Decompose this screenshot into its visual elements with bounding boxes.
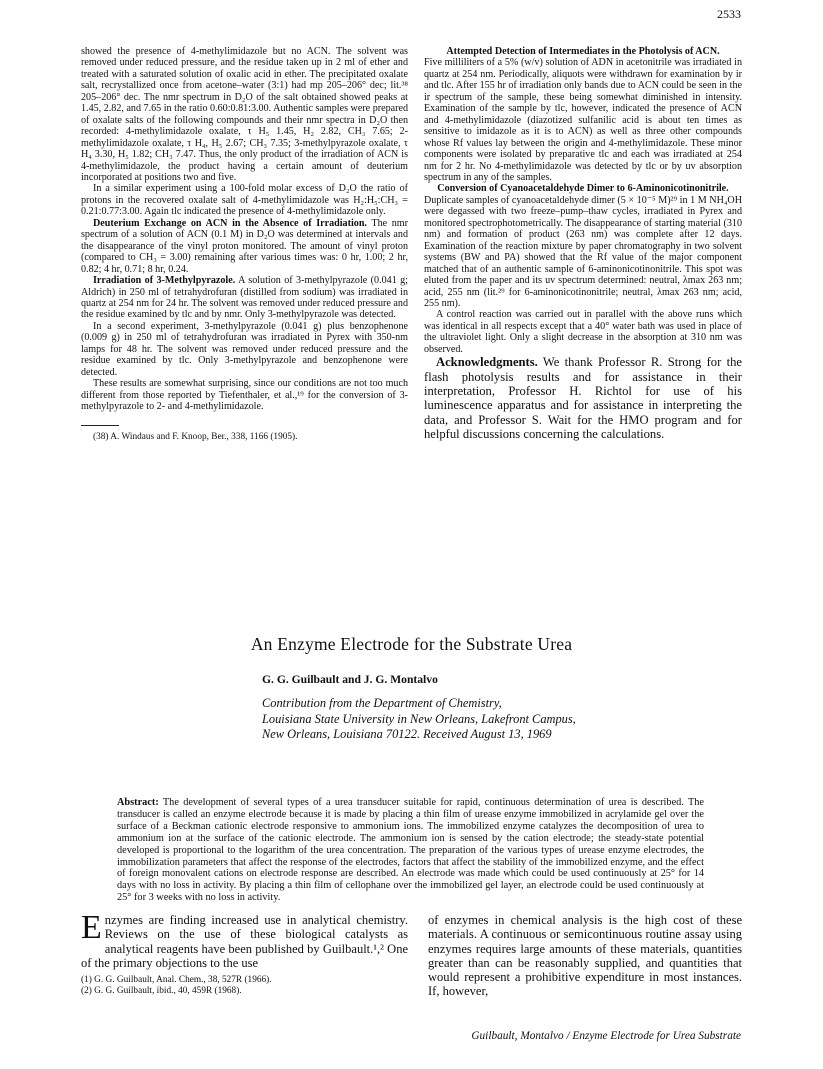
body-left-column — [81, 909, 408, 997]
paragraph: Duplicate samples of cyanoacetaldehyde dimer (5 × 10⁻⁵ M)²⁹ in 1 M NH₄OH were degassed with two freeze–pump–thaw cycles, irradiated in Pyrex and monitored spectrophotometrically. The disappearance of starting material (310 nm) and formation of product (263 nm) was complete after 12 days. Examination of the reaction mixture by paper chromatography in two solvent systems (BW and PA) showed that the Rf value of the major component matched that of an authentic sample of 6-aminonicotinonitrile. This spot was eluted from the paper and its uv spectrum determined: neutral, λmax 263 nm; acid, 255 nm (lit.²⁹ for 6-aminonicotinonitrile; neutral, λmax 263 nm; acid, 255 nm). — [424, 194, 742, 309]
right-column — [424, 46, 742, 442]
paragraph — [81, 218, 408, 275]
paragraph: Five milliliters of a 5% (w/v) solution of ADN in acetonitrile was irradiated in quartz at 254 nm. Periodically, aliquots were withdrawn for examination by ir and tlc. After 155 hr of irradiation only bands due to ACN could be seen in the ir spectrum of the sample, these being somewhat diminished in intensity. Examination of the sample by tlc, however, indicated the presence of ACN and 4-methylimidazole (diazotized sulfanilic acid is about ten times as sensitive to imidazole as it is to ACN) as well as three other compounds whose Rf values lay between the origin and 4-methylimidazole. These minor components were isolated by preparative tlc and each was irradiated at 254 nm for 2 hr. No 4-methylimidazole was detected by tlc or by uv absorption spectrum in any of the samples. — [424, 57, 742, 183]
section-heading-text: Attempted Detection of Intermediates in the Photolysis of ACN. — [446, 46, 720, 57]
paragraph — [81, 275, 408, 321]
paragraph: showed the presence of 4-methylimidazole but no ACN. The solvent was removed under reduced pressure, and the residue taken up in 2 ml of ether and treated with a saturated solution of oxalic acid in ether. The precipitated oxalate salt, recrystallized once from acetone–water (3:1) had mp 205–206° dec; lit.³⁸ 205–206° dec. The nmr spectrum in D₂O of the salt obtained showed peaks at 1.45, 2.82, and 7.65 in the ratio 0.60:0.81:3.00. Authentic samples were prepared of oxalate salts of the following compounds and their nmr spectra in D₂O then recorded: 4-methylimidazole oxalate, τ H₅ 1.45, H₂ 2.82, CH₃ 7.65; 2-methylimidazole oxalate, τ H₄, H₅ 2.67; CH₃ 7.35; 3-methylpyrazole oxalate, τ H₄ 3.30, H₅ 1.82; CH₃ 7.47. Thus, the only product of the irradiation of ACN is 4-methylimidazole, the product having a certain amount of deuterium incorporated at positions two and five. — [81, 46, 408, 183]
drop-cap: E — [81, 909, 102, 946]
body-right-column: of enzymes in chemical analysis is the high cost of these materials. A continuous or semicontinuous routine assay using enzymes requires large amounts of these materials, quantities greater than can be reasonably supplied, and quantities that would represent a prohibitive expenditure in most instances. If, however, — [428, 913, 742, 999]
article-title: An Enzyme Electrode for the Substrate Urea — [250, 634, 573, 654]
section-heading — [424, 46, 742, 57]
abstract — [117, 797, 704, 904]
page-number: 2533 — [717, 7, 741, 21]
footnote: (2) G. G. Guilbault, ibid., 40, 459R (1968). — [81, 986, 242, 997]
acknowledgments-heading: Acknowledgments. — [436, 355, 538, 370]
section-heading: Irradiation of 3-Methylpyrazole. — [93, 275, 236, 287]
paragraph-text: A solution of 3-methylpyrazole (0.041 g; Aldrich) in 250 ml of tetrahydrofuran (distilled from sodium) was irradiated in quartz at 254 nm for 24 hr. The solvent was removed under reduced pressure and the residue examined by tlc and by nmr. Only 3-methylpyrazole was detected. — [81, 275, 409, 321]
paragraph-text: The nmr spectrum of a solution of ACN (0.1 M) in D₂O was determined at intervals and the disappearance of the vinyl proton monitored. The amount of vinyl proton (compared to CH₃ = 3.00) remaining after various times was: 0 hr, 1.00; 2 hr, 0.82; 4 hr, 0.71; 8 hr, 0.24. — [81, 217, 409, 275]
paragraph: In a similar experiment using a 100-fold molar excess of D₂O the ratio of protons in the recovered oxalate salt of 4-methylimidazole was H₂:H₅:CH₃ = 0.21:0.77:3.00. Again tlc indicated the presence of 4-methylimidazole only. — [81, 183, 408, 218]
section-heading — [424, 183, 742, 194]
article-authors: G. G. Guilbault and J. G. Montalvo — [262, 673, 438, 686]
affiliation-line: Contribution from the Department of Chemistry, — [262, 696, 502, 710]
footnote: (1) G. G. Guilbault, Anal. Chem., 38, 527R (1966). — [81, 975, 272, 986]
article-affiliation — [262, 696, 576, 743]
section-heading: Deuterium Exchange on ACN in the Absence of Irradiation. — [93, 217, 367, 229]
acknowledgments — [424, 355, 742, 441]
affiliation-line: New Orleans, Louisiana 70122. Received August 13, 1969 — [262, 727, 552, 741]
footnote: (38) A. Windaus and F. Knoop, Ber., 338, 1166 (1905). — [93, 431, 298, 442]
running-footer: Guilbault, Montalvo / Enzyme Electrode for Urea Substrate — [471, 1030, 741, 1042]
footnote-rule — [81, 425, 119, 426]
section-heading-text: Conversion of Cyanoacetaldehyde Dimer to 6-Aminonicotinonitrile. — [437, 183, 729, 195]
paragraph: In a second experiment, 3-methylpyrazole (0.041 g) plus benzophenone (0.009 g) in 250 ml of tetrahydrofuran was irradiated in Pyrex with 350-nm lamps for 48 hr. The solvent was removed under reduced pressure and the residue examined by tlc. Only 3-methylpyrazole and benzophenone were detected. — [81, 320, 408, 378]
abstract-text: The development of several types of a urea transducer suitable for rapid, continuous determination of urea is described. The transducer is called an enzyme electrode because it is made by placing a thin film of urease enzyme immobilized in acrylamide gel over the surface of a Beckman cationic electrode responsive to ammonium ions. The immobilized enzyme catalyzes the decomposition of urea to ammonium ion at the surface of the cationic electrode. The ammonium ion is sensed by the cation electrode; the steady-state potential developed is proportional to the logarithm of the urea concentration. The preparation of the various types of urease enzyme electrodes, the immobilization parameters that affect the response of the electrodes, factors that affect the stability of the immobilized enzyme, and the effect of foreign monovalent cations on electrode response are described. An electrode was made which could be used continuously at 25° for 14 days with no loss in activity. By placing a thin film of cellophane over the immobilized gel layer, an electrode could be used continuously at 25° for 3 weeks with no loss in activity. — [117, 797, 704, 904]
intro-paragraph — [81, 909, 408, 970]
abstract-heading: Abstract: — [117, 797, 159, 808]
paragraph: These results are somewhat surprising, since our conditions are not too much different from those reported by Tiefenthaler, et al.,¹⁹ for the conversion of 3-methylpyrazole to 2- and 4-methylimidazole. — [81, 378, 408, 413]
paragraph: A control reaction was carried out in parallel with the above runs which was identical in all respects except that a 40° water bath was used in place of the ultraviolet light. Only a slight decrease in the absorption at 310 nm was observed. — [424, 309, 742, 355]
left-column — [81, 46, 408, 443]
acknowledgments-text: We thank Professor R. Strong for the flash photolysis results and for assistance in their interpretation, Professor H. Richtol for use of his luminescence apparatus and for assistance in interpreting the data, and Professor S. Wait for the HMO program and for helpful discussions concerning the calculations. — [424, 355, 742, 442]
affiliation-line: Louisiana State University in New Orleans, Lakefront Campus, — [262, 711, 576, 726]
intro-text: nzymes are finding increased use in analytical chemistry. Reviews on the use of these biological catalysts as analytical reagents have been published by Guilbault.¹,² One of the primary objections to the use — [81, 913, 408, 970]
